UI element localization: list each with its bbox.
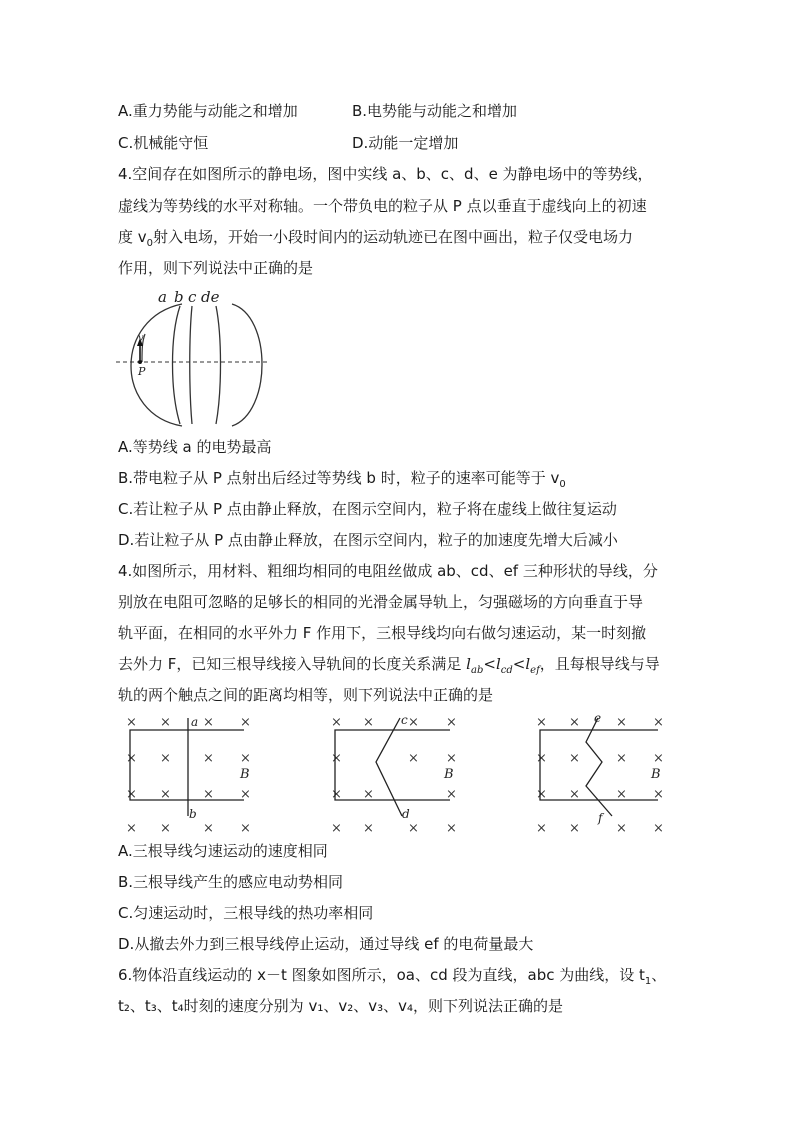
q4a-option-d: D.若让粒子从 P 点由静止释放，在图示空间内，粒子的加速度先增大后减小 <box>118 531 618 549</box>
q4a-stem-line3-pre: 度 v <box>118 228 147 246</box>
label-p: P <box>138 365 146 378</box>
svg-text:×: × <box>536 751 547 766</box>
svg-text:×: × <box>446 821 457 836</box>
svg-text:×: × <box>160 821 171 836</box>
svg-text:×: × <box>536 715 547 730</box>
equipotential-figure <box>112 286 272 432</box>
q3-option-b: B.电势能与动能之和增加 <box>352 102 518 120</box>
rel-sub-ef: ef <box>530 665 540 676</box>
panel3-label-e: e <box>594 712 602 725</box>
svg-text:×: × <box>126 751 137 766</box>
svg-text:×: × <box>203 787 214 802</box>
wire-ef <box>586 718 612 816</box>
svg-text:×: × <box>653 787 664 802</box>
q4a-option-b-sub: 0 <box>559 479 566 490</box>
q4b-stem-line1: 4.如图所示，用材料、粗细均相同的电阻丝做成 ab、cd、ef 三种形状的导线，分 <box>118 562 658 580</box>
svg-text:×: × <box>536 787 547 802</box>
rel-l1: l <box>466 655 471 673</box>
svg-text:×: × <box>408 821 419 836</box>
svg-text:×: × <box>160 751 171 766</box>
rel-lt1: < <box>483 655 496 673</box>
q6-stem-line1 <box>118 965 666 985</box>
rel-l3: l <box>525 655 531 673</box>
svg-text:×: × <box>331 751 342 766</box>
q4a-stem-line3-post: 射入电场，开始一小段时间内的运动轨迹已在图中画出，粒子仅受电场力 <box>153 228 634 246</box>
q4a-stem-line3 <box>118 227 633 247</box>
svg-text:×: × <box>446 787 457 802</box>
svg-text:×: × <box>616 821 627 836</box>
q3-option-a: A.重力势能与动能之和增加 <box>118 102 298 120</box>
q4b-stem-line5: 轨的两个触点之间的距离均相等，则下列说法中正确的是 <box>118 686 494 704</box>
rails-figure <box>118 712 678 838</box>
q4b-option-a: A.三根导线匀速运动的速度相同 <box>118 842 328 860</box>
svg-text:×: × <box>363 821 374 836</box>
q4b-stem-line4 <box>118 654 660 674</box>
label-b: b <box>174 288 184 306</box>
wire-cd <box>376 718 402 816</box>
label-v: v <box>138 333 144 344</box>
q4a-option-b-text: B.带电粒子从 P 点射出后经过等势线 b 时，粒子的速率可能等于 v <box>118 469 560 487</box>
panel3-label-B: B <box>651 767 661 782</box>
q4b-option-c: C.匀速运动时，三根导线的热功率相同 <box>118 904 374 922</box>
q6-stem-line2: t₂、t₃、t₄时刻的速度分别为 v₁、v₂、v₃、v₄，则下列说法正确的是 <box>118 997 564 1015</box>
panel3-rails <box>540 730 658 800</box>
svg-text:×: × <box>331 821 342 836</box>
q4b-length-relation <box>466 655 540 676</box>
label-de: de <box>201 288 220 306</box>
q4b-stem-line4-pre: 去外力 F，已知三根导线接入导轨间的长度关系满足 <box>118 655 467 673</box>
panel2-rails <box>335 730 450 800</box>
panel1-label-B: B <box>240 767 250 782</box>
svg-text:×: × <box>569 715 580 730</box>
q4a-option-c: C.若让粒子从 P 点由静止释放，在图示空间内，粒子将在虚线上做往复运动 <box>118 500 617 518</box>
svg-text:×: × <box>160 787 171 802</box>
svg-text:×: × <box>569 751 580 766</box>
svg-text:×: × <box>408 715 419 730</box>
q4a-option-a: A.等势线 a 的电势最高 <box>118 438 272 456</box>
rel-sub-cd: cd <box>500 665 513 676</box>
svg-text:×: × <box>203 751 214 766</box>
svg-text:×: × <box>331 787 342 802</box>
svg-text:×: × <box>126 715 137 730</box>
equipotential-d <box>216 306 221 424</box>
q6-stem-line1-post: 、 <box>651 966 667 984</box>
panel1-label-a: a <box>191 715 199 729</box>
q3-option-c: C.机械能守恒 <box>118 134 209 152</box>
rel-lt2: < <box>512 655 526 673</box>
svg-text:×: × <box>536 821 547 836</box>
svg-text:×: × <box>569 821 580 836</box>
point-p <box>138 360 142 364</box>
panel2-label-d: d <box>402 807 410 821</box>
svg-text:×: × <box>653 715 664 730</box>
svg-text:×: × <box>569 787 580 802</box>
svg-text:×: × <box>653 751 664 766</box>
equipotential-c <box>190 306 192 424</box>
panel1-rails <box>130 730 244 800</box>
q4b-option-b: B.三根导线产生的感应电动势相同 <box>118 873 344 891</box>
svg-text:×: × <box>240 715 251 730</box>
q4a-stem-line3-sub: 0 <box>146 238 154 249</box>
svg-text:×: × <box>203 715 214 730</box>
panel2-label-B: B <box>444 767 454 782</box>
panel1-label-b: b <box>189 807 197 821</box>
q4b-stem-line4-post: ，且每根导线与导 <box>539 655 660 673</box>
q4a-stem-line2: 虚线为等势线的水平对称轴。一个带负电的粒子从 P 点以垂直于虚线向上的初速 <box>118 197 647 215</box>
q4b-option-d: D.从撤去外力到三根导线停止运动，通过导线 ef 的电荷量最大 <box>118 935 534 953</box>
svg-text:×: × <box>616 751 627 766</box>
q4a-stem-line4: 作用，则下列说法中正确的是 <box>118 259 314 277</box>
svg-text:×: × <box>616 787 627 802</box>
q4b-stem-line2: 别放在电阻可忽略的足够长的相同的光滑金属导轨上，匀强磁场的方向垂直于导 <box>118 593 644 611</box>
svg-text:×: × <box>363 787 374 802</box>
svg-text:×: × <box>126 821 137 836</box>
svg-text:×: × <box>126 787 137 802</box>
svg-text:×: × <box>446 715 457 730</box>
svg-text:×: × <box>331 715 342 730</box>
rel-l2: l <box>495 655 501 673</box>
equipotential-b <box>173 306 181 424</box>
rel-sub-ab: ab <box>470 665 484 676</box>
svg-text:×: × <box>240 751 251 766</box>
q4a-stem-line1: 4.空间存在如图所示的静电场，图中实线 a、b、c、d、e 为静电场中的等势线， <box>118 165 653 183</box>
q4b-stem-line3: 轨平面，在相同的水平外力 F 作用下，三根导线均向右做匀速运动，某一时刻撤 <box>118 624 647 642</box>
svg-text:×: × <box>408 751 419 766</box>
svg-text:×: × <box>203 821 214 836</box>
panel3-label-f: f <box>598 811 603 825</box>
svg-text:×: × <box>160 715 171 730</box>
panel2-crosses <box>331 715 457 836</box>
svg-text:×: × <box>363 715 374 730</box>
svg-text:×: × <box>446 751 457 766</box>
panel2-label-c: c <box>401 713 408 727</box>
svg-text:×: × <box>240 821 251 836</box>
svg-text:×: × <box>616 715 627 730</box>
equipotential-e-outer-right <box>232 304 262 426</box>
svg-text:×: × <box>653 821 664 836</box>
q6-stem-line1-pre: 6.物体沿直线运动的 x－t 图象如图所示，oa、cd 段为直线，abc 为曲线，设 t <box>118 966 645 984</box>
q6-stem-line1-sub: 1 <box>644 976 652 987</box>
label-a: a <box>158 288 167 306</box>
label-c: c <box>188 288 197 306</box>
q3-option-d: D.动能一定增加 <box>352 134 459 152</box>
svg-text:×: × <box>240 787 251 802</box>
q4a-option-b <box>118 468 566 488</box>
